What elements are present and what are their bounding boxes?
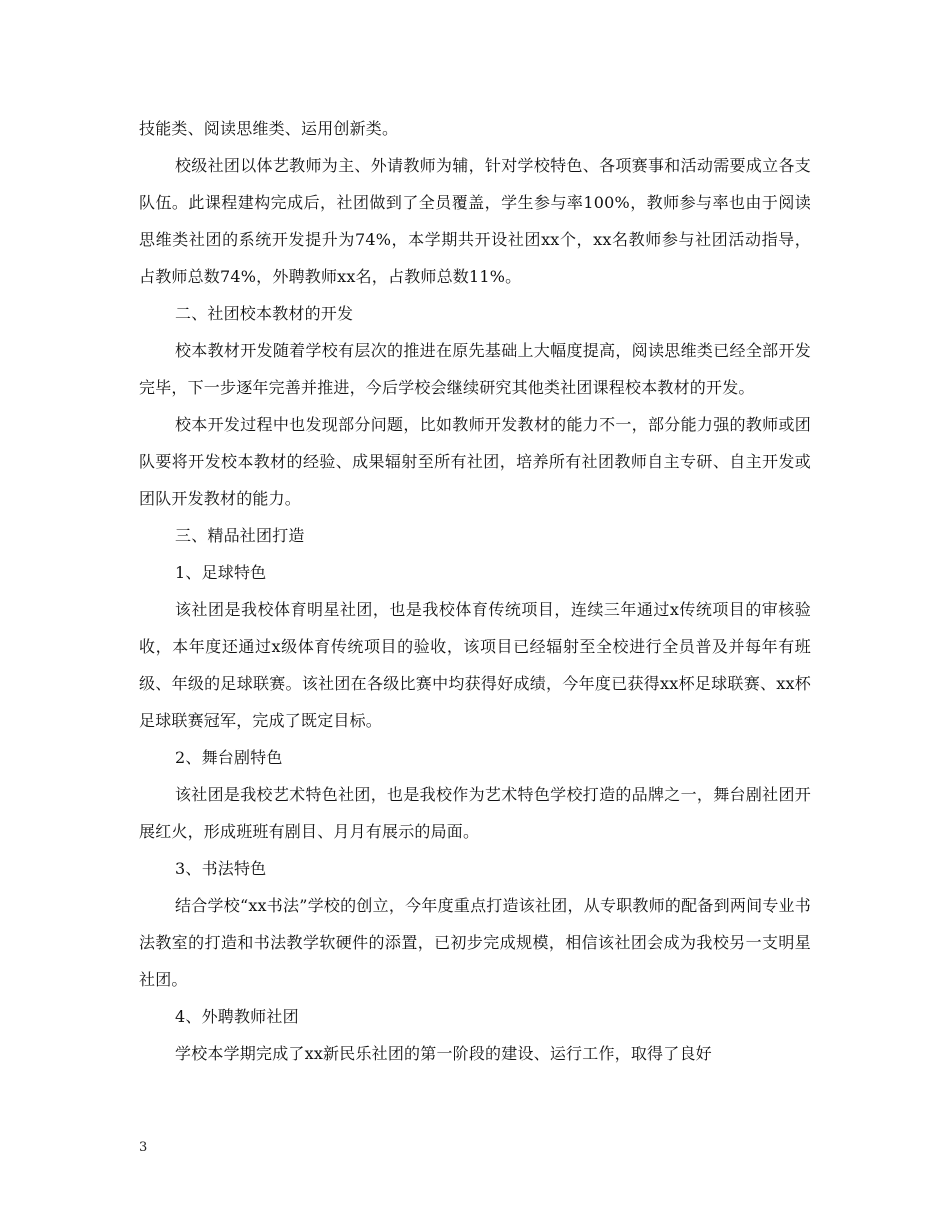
paragraph: 该社团是我校艺术特色社团，也是我校作为艺术特色学校打造的品牌之一，舞台剧社团开展红火，形成班班有剧目、月月有展示的局面。 [139, 785, 811, 841]
paragraph: 校级社团以体艺教师为主、外请教师为辅，针对学校特色、各项赛事和活动需要成立各支队伍。此课程建构完成后，社团做到了全员覆盖，学生参与率100%，教师参与率也由于阅读思维类社团的系统开发提升为74%，本学期共开设社团xx个，xx名教师参与社团活动指导，占教师总数74%，外聘教师xx名，占教师总数11%。 [139, 156, 811, 286]
paragraph: 技能类、阅读思维类、运用创新类。 [139, 119, 399, 138]
page-number: 3 [139, 1140, 148, 1155]
paragraph: 校本开发过程中也发现部分问题，比如教师开发教材的能力不一，部分能力强的教师或团队要将开发校本教材的经验、成果辐射至所有社团，培养所有社团教师自主专研、自主开发或团队开发教材的能力。 [139, 415, 811, 508]
subsection-heading: 3、书法特色 [175, 859, 267, 878]
section-heading: 三、精品社团打造 [175, 526, 305, 545]
section-heading: 二、社团校本教材的开发 [175, 304, 354, 323]
subsection-heading: 2、舞台剧特色 [175, 748, 283, 767]
subsection-heading: 1、足球特色 [175, 563, 267, 582]
paragraph: 校本教材开发随着学校有层次的推进在原先基础上大幅度提高，阅读思维类已经全部开发完毕，下一步逐年完善并推进，今后学校会继续研究其他类社团课程校本教材的开发。 [139, 341, 811, 397]
paragraph: 学校本学期完成了xx新民乐社团的第一阶段的建设、运行工作，取得了良好 [175, 1044, 712, 1063]
subsection-heading: 4、外聘教师社团 [175, 1007, 299, 1026]
paragraph: 结合学校“xx书法”学校的创立，今年度重点打造该社团，从专职教师的配备到两间专业书法教室的打造和书法教学软硬件的添置，已初步完成规模，相信该社团会成为我校另一支明星社团。 [139, 896, 811, 989]
document-body [139, 110, 811, 1072]
paragraph: 该社团是我校体育明星社团，也是我校体育传统项目，连续三年通过x传统项目的审核验收，本年度还通过x级体育传统项目的验收，该项目已经辐射至全校进行全员普及并每年有班级、年级的足球联赛。该社团在各级比赛中均获得好成绩，今年度已获得xx杯足球联赛、xx杯足球联赛冠军，完成了既定目标。 [139, 600, 811, 730]
